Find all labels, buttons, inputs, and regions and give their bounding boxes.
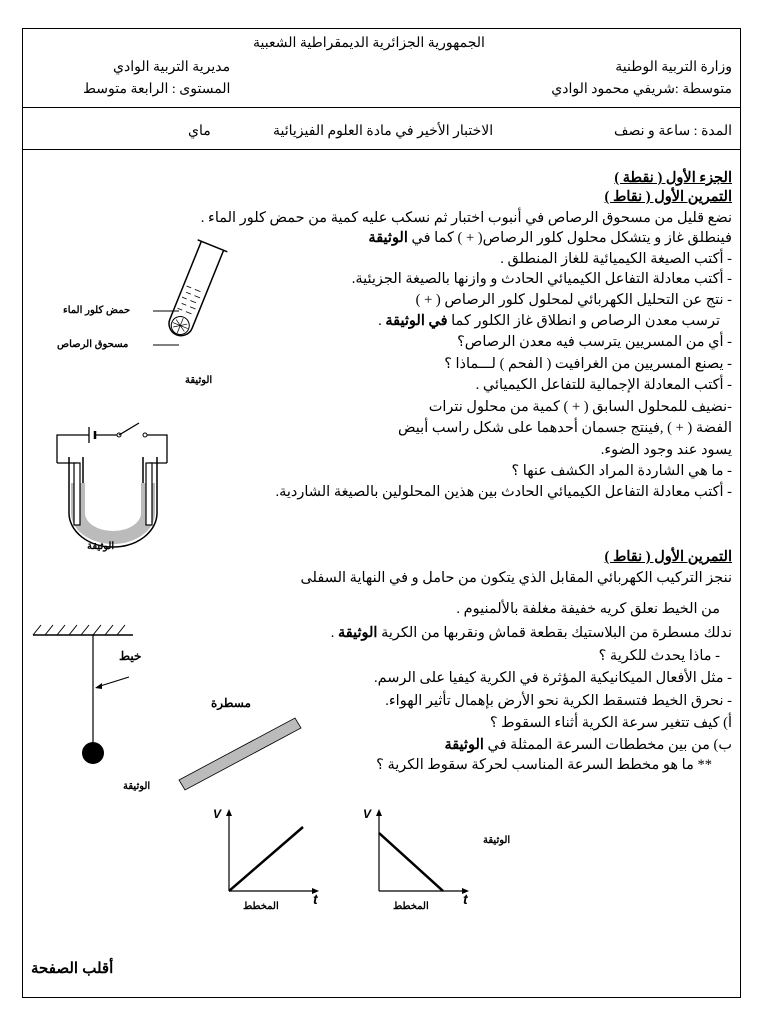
ex1-line-9: - أكتب المعادلة الإجمالية للتفاعل الكيميائي . — [475, 377, 732, 393]
exam-month: ماي — [188, 124, 211, 139]
directorate-name: مديرية التربية الوادي — [113, 60, 231, 75]
graph1-caption: المخطط — [243, 901, 279, 912]
graph1-t-label: t — [313, 891, 318, 907]
ex2-line-4: - ماذا يحدث للكرية ؟ — [598, 648, 720, 664]
ex2-line-8: ب) من بين مخططات السرعة الممثلة في الوثيقة — [444, 737, 732, 753]
header-divider — [23, 107, 740, 108]
ex1-line-11: الفضة ( + ) ,فينتج جسمان أحدهما على شكل راسب أبيض — [398, 420, 732, 436]
ruler-label: مسطرة — [211, 696, 251, 710]
ex2-line-2: من الخيط نعلق كريه خفيفة مغلفة بالألمنيوم . — [456, 601, 720, 617]
acid-label: حمض كلور الماء — [63, 305, 131, 316]
graph2-t-label: t — [463, 891, 468, 907]
exam-duration: المدة : ساعة و نصف — [614, 124, 732, 139]
graph2-v-label: V — [363, 807, 372, 821]
doc-caption-3: الوثيقة — [123, 781, 151, 792]
thread-label: خيط — [119, 649, 142, 663]
ex1-line-1: نضع قليل من مسحوق الرصاص في أنبوب اختبار ثم نسكب عليه كمية من حمض كلور الماء . — [200, 210, 732, 226]
exercise2-title: التمرين الأول ( نقاط ) — [604, 549, 732, 565]
ex1-line-10: -نضيف للمحلول السابق ( + ) كمية من محلول نترات — [428, 399, 732, 415]
ex1-line-4: - أكتب معادلة التفاعل الكيميائي الحادث و وازنها بالصيغة الجزيئية. — [351, 271, 732, 287]
ex1-line-3: - أكتب الصيغة الكيميائية للغاز المنطلق . — [500, 251, 732, 267]
ministry-name: وزارة التربية الوطنية — [615, 60, 732, 75]
ex2-line-3: ندلك مسطرة من البلاستيك بقطعة قماش ونقربها من الكرية الوثيقة . — [330, 625, 732, 641]
level-label: المستوى : الرابعة متوسط — [83, 82, 231, 97]
turn-page-label: أقلب الصفحة — [31, 960, 114, 977]
ex1-line-2: فينطلق غاز و يتشكل محلول كلور الرصاص( + ) كما في الوثيقة — [368, 230, 732, 246]
pendulum-diagram — [29, 617, 142, 767]
ex1-line-7: - أي من المسريين يترسب فيه معدن الرصاص؟ — [457, 334, 732, 350]
ex1-line-12: يسود عند وجود الضوء. — [600, 442, 732, 458]
exam-title: الاختبار الأخير في مادة العلوم الفيزيائية — [273, 124, 494, 139]
ex1-line-14: - أكتب معادلة التفاعل الكيميائي الحادث بين هذين المحلولين بالصيغة الشاردية. — [275, 484, 732, 500]
doc-caption-1: الوثيقة — [185, 375, 213, 386]
graph2-caption: المخطط — [393, 901, 429, 912]
ex2-line-1: ننجز التركيب الكهربائي المقابل الذي يتكون من حامل و في النهاية السفلى — [300, 570, 732, 586]
ex2-line-7: أ) كيف تتغير سرعة الكرية أثناء السقوط ؟ — [489, 715, 732, 731]
ruler-diagram — [177, 714, 307, 794]
ex2-line-9: ** ما هو مخطط السرعة المناسب لحركة سقوط الكرية ؟ — [376, 757, 712, 773]
label-arrows — [153, 299, 183, 349]
exercise1-title: التمرين الأول ( نقاط ) — [604, 189, 732, 205]
velocity-graph-increasing — [211, 807, 331, 897]
electrolysis-diagram — [53, 413, 173, 543]
republic-title: الجمهورية الجزائرية الديمقراطية الشعبية — [253, 36, 485, 51]
velocity-graph-decreasing — [361, 807, 481, 897]
graph1-v-label: V — [213, 807, 222, 821]
exam-page — [22, 28, 741, 998]
doc-caption-4: الوثيقة — [483, 835, 511, 846]
school-name: متوسطة :شريفي محمود الوادي — [551, 82, 732, 97]
doc-caption-2: الوثيقة — [87, 541, 115, 552]
part1-title: الجزء الأول ( نقطة ) — [614, 170, 732, 186]
title-divider — [23, 149, 740, 150]
ex2-line-6: - نحرق الخيط فتسقط الكرية نحو الأرض بإهمال تأثير الهواء. — [385, 693, 732, 709]
ex1-line-6: ترسب معدن الرصاص و انطلاق غاز الكلور كما في الوثيقة . — [378, 313, 720, 329]
powder-label: مسحوق الرصاص — [57, 339, 129, 350]
ex2-line-5: - مثل الأفعال الميكانيكية المؤثرة في الكرية كيفيا على الرسم. — [373, 670, 732, 686]
ex1-line-5: - نتج عن التحليل الكهربائي لمحلول كلور الرصاص ( + ) — [415, 292, 732, 308]
ex1-line-8: - يصنع المسريين من الغرافيت ( الفحم ) لـــماذا ؟ — [444, 356, 732, 372]
ex1-line-13: - ما هي الشاردة المراد الكشف عنها ؟ — [511, 463, 732, 479]
